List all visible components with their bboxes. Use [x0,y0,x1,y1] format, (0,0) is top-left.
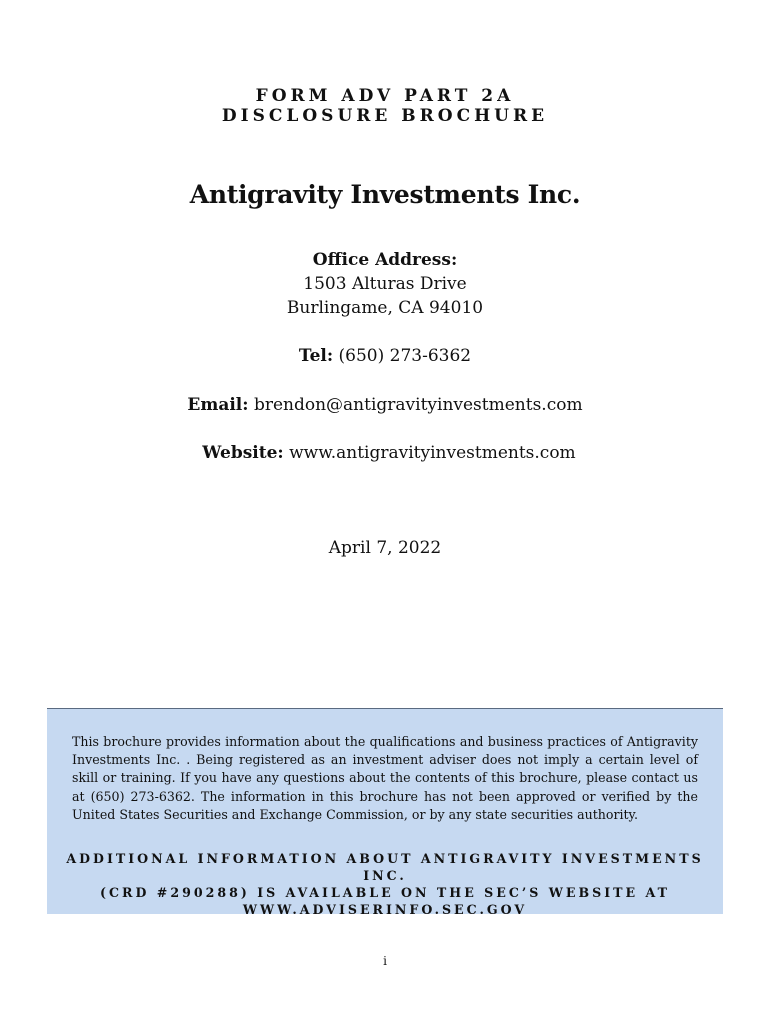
form-title-line-1: FORM ADV PART 2A [255,86,515,106]
brochure-date: April 7, 2022 [328,538,442,558]
website-line [4,441,770,465]
email-line [0,393,770,417]
telephone-label: Tel: [298,346,334,366]
telephone-line [0,344,770,368]
disclaimer-text: This brochure provides information about the qualifications and business practices of Antigravity Investments Inc. . Being registered as an investment adviser does not imply a certain level of skill or training. If you have any questions about the contents of this brochure, please contact us at (650) 273-6362. The information in this brochure has not been approved or verified by the United States Securities and Exchange Commission, or by any state securities authority. [72,734,698,822]
firm-name: Antigravity Investments Inc. [189,180,581,209]
form-title [0,86,770,126]
adviserinfo-link[interactable]: WWW.ADVISERINFO.SEC.GOV [242,902,528,917]
additional-info-line-1: ADDITIONAL INFORMATION ABOUT ANTIGRAVITY INVESTMENTS INC. [66,851,704,883]
additional-info-line-2: (CRD #290288) IS AVAILABLE ON THE SEC’S WEBSITE AT [100,885,670,900]
office-street: 1503 Alturas Drive [303,274,467,294]
office-address-block [0,248,770,320]
email-address[interactable]: brendon@antigravityinvestments.com [253,395,583,415]
office-address-label: Office Address: [312,250,458,270]
disclaimer-box [47,708,723,917]
form-title-line-2: DISCLOSURE BROCHURE [221,106,549,126]
telephone-number: (650) 273-6362 [338,346,472,366]
website-url[interactable]: www.antigravityinvestments.com [289,443,576,463]
website-label: Website: [202,443,284,463]
page-number: i [383,954,387,968]
email-label: Email: [187,395,249,415]
additional-information-notice [47,850,723,918]
office-city: Burlingame, CA 94010 [286,298,484,318]
